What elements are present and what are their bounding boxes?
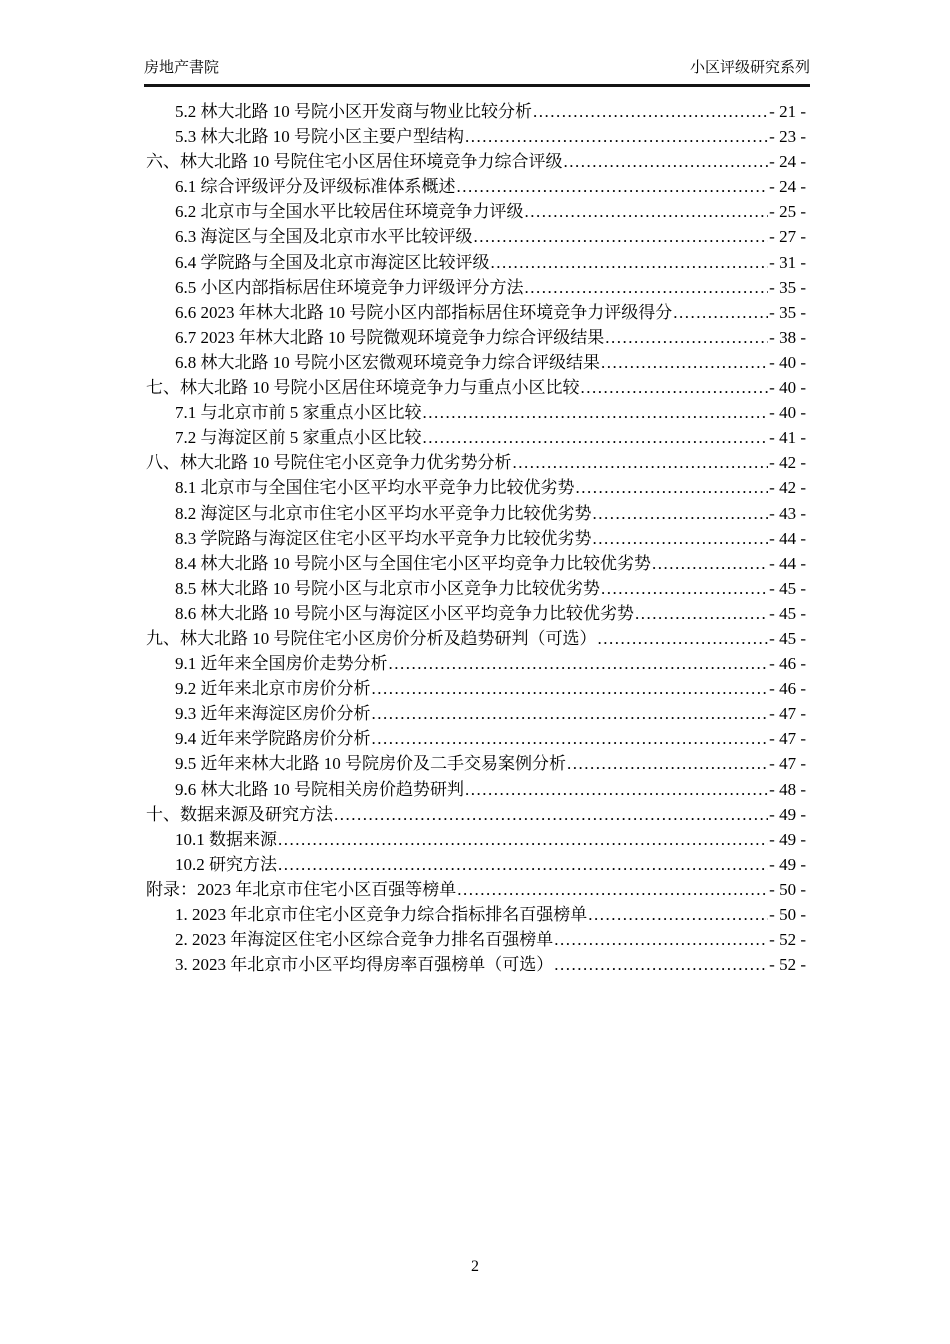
toc-entry-page: - 47 - xyxy=(769,754,806,774)
toc-entry-page: - 38 - xyxy=(769,327,806,347)
dot-leader xyxy=(564,149,769,174)
dot-leader xyxy=(588,902,768,927)
toc-entry[interactable] xyxy=(146,852,806,877)
toc-entry-label: 6.6 2023 年林大北路 10 号院小区内部指标居住环境竞争力评级得分 xyxy=(175,302,673,322)
toc-entry-label: 10.1 数据来源 xyxy=(175,829,277,849)
dot-leader xyxy=(576,475,769,500)
table-of-contents xyxy=(146,99,806,977)
toc-entry-page: - 44 - xyxy=(769,528,806,548)
toc-entry-label: 9.4 近年来学院路房价分析 xyxy=(175,729,371,749)
toc-entry-page: - 46 - xyxy=(769,679,806,699)
dot-leader xyxy=(389,651,769,676)
toc-entry[interactable] xyxy=(146,350,806,375)
dot-leader xyxy=(605,325,768,350)
toc-entry-page: - 49 - xyxy=(769,854,806,874)
dot-leader xyxy=(278,852,768,877)
toc-entry-label: 8.3 学院路与海淀区住宅小区平均水平竞争力比较优劣势 xyxy=(175,528,592,548)
dot-leader xyxy=(525,275,769,300)
toc-entry-label: 10.2 研究方法 xyxy=(175,854,277,874)
dot-leader xyxy=(334,802,768,827)
dot-leader xyxy=(652,551,768,576)
dot-leader xyxy=(423,425,769,450)
toc-entry-label: 8.4 林大北路 10 号院小区与全国住宅小区平均竞争力比较优劣势 xyxy=(175,553,651,573)
toc-entry-label: 2. 2023 年海淀区住宅小区综合竞争力排名百强榜单 xyxy=(175,930,554,950)
toc-entry-page: - 44 - xyxy=(769,553,806,573)
dot-leader xyxy=(533,99,768,124)
dot-leader xyxy=(372,701,769,726)
toc-entry-label: 6.8 林大北路 10 号院小区宏微观环境竞争力综合评级结果 xyxy=(175,352,600,372)
dot-leader xyxy=(554,927,768,952)
toc-entry-page: - 21 - xyxy=(769,102,806,121)
toc-entry-label: 9.2 近年来北京市房价分析 xyxy=(175,679,371,699)
toc-entry-label: 9.3 近年来海淀区房价分析 xyxy=(175,704,371,724)
dot-leader xyxy=(601,576,768,601)
toc-entry[interactable] xyxy=(146,300,806,325)
toc-entry[interactable] xyxy=(146,626,806,651)
toc-entry-page: - 52 - xyxy=(769,955,806,975)
toc-entry-page: - 24 - xyxy=(769,177,806,197)
toc-entry[interactable] xyxy=(146,551,806,576)
toc-entry-page: - 31 - xyxy=(769,252,806,272)
dot-leader xyxy=(278,827,768,852)
toc-entry[interactable] xyxy=(146,751,806,776)
toc-entry-page: - 35 - xyxy=(769,302,806,322)
dot-leader xyxy=(601,350,768,375)
toc-entry-page: - 41 - xyxy=(769,428,806,448)
toc-entry-page: - 48 - xyxy=(769,779,806,799)
toc-entry-label: 九、林大北路 10 号院住宅小区房价分析及趋势研判（可选） xyxy=(146,628,597,648)
toc-entry-label: 8.6 林大北路 10 号院小区与海淀区小区平均竞争力比较优劣势 xyxy=(175,603,634,623)
toc-entry-label: 1. 2023 年北京市住宅小区竞争力综合指标排名百强榜单 xyxy=(175,905,588,924)
dot-leader xyxy=(581,375,769,400)
page-header xyxy=(144,58,810,87)
toc-entry-page: - 42 - xyxy=(769,453,806,473)
toc-entry[interactable] xyxy=(146,927,806,952)
toc-entry-page: - 25 - xyxy=(769,202,806,222)
dot-leader xyxy=(567,751,768,776)
toc-entry-page: - 47 - xyxy=(769,704,806,724)
dot-leader xyxy=(474,224,769,249)
toc-entry-label: 八、林大北路 10 号院住宅小区竞争力优劣势分析 xyxy=(146,453,512,473)
toc-entry[interactable] xyxy=(146,651,806,676)
toc-entry-page: - 46 - xyxy=(769,654,806,674)
dot-leader xyxy=(593,526,769,551)
toc-entry-label: 附录：2023 年北京市住宅小区百强等榜单 xyxy=(146,879,457,899)
toc-entry[interactable] xyxy=(146,726,806,751)
toc-entry[interactable] xyxy=(146,526,806,551)
dot-leader xyxy=(598,626,769,651)
toc-entry[interactable] xyxy=(146,501,806,526)
toc-entry[interactable] xyxy=(146,601,806,626)
toc-entry-page: - 40 - xyxy=(769,378,806,398)
header-right-text: 小区评级研究系列 xyxy=(689,59,810,76)
dot-leader xyxy=(554,952,768,977)
header-left-text: 房地产書院 xyxy=(144,59,220,76)
toc-entry-label: 七、林大北路 10 号院小区居住环境竞争力与重点小区比较 xyxy=(146,378,580,398)
toc-entry-label: 8.2 海淀区与北京市住宅小区平均水平竞争力比较优劣势 xyxy=(175,503,592,523)
dot-leader xyxy=(465,777,768,802)
toc-entry[interactable] xyxy=(146,576,806,601)
toc-entry-label: 6.4 学院路与全国及北京市海淀区比较评级 xyxy=(175,252,490,272)
toc-entry[interactable] xyxy=(146,224,806,249)
dot-leader xyxy=(673,300,768,325)
toc-entry-page: - 47 - xyxy=(769,729,806,749)
toc-entry-label: 8.5 林大北路 10 号院小区与北京市小区竞争力比较优劣势 xyxy=(175,578,600,598)
toc-entry[interactable] xyxy=(146,149,806,174)
dot-leader xyxy=(593,501,769,526)
toc-entry[interactable] xyxy=(146,250,806,275)
toc-entry[interactable] xyxy=(146,827,806,852)
toc-entry-page: - 27 - xyxy=(769,227,806,247)
toc-entry-label: 9.1 近年来全国房价走势分析 xyxy=(175,654,388,674)
toc-entry[interactable] xyxy=(146,400,806,425)
toc-entry-label: 6.7 2023 年林大北路 10 号院微观环境竞争力综合评级结果 xyxy=(175,327,605,347)
toc-entry-page: - 50 - xyxy=(769,905,806,924)
dot-leader xyxy=(423,400,769,425)
toc-entry[interactable] xyxy=(146,475,806,500)
toc-entry[interactable] xyxy=(146,375,806,400)
toc-entry-page: - 43 - xyxy=(769,503,806,523)
dot-leader xyxy=(372,676,769,701)
dot-leader xyxy=(491,250,769,275)
toc-entry-label: 十、数据来源及研究方法 xyxy=(146,804,333,824)
toc-entry[interactable] xyxy=(146,450,806,475)
toc-entry-page: - 35 - xyxy=(769,277,806,297)
toc-entry[interactable] xyxy=(146,777,806,802)
toc-entry-label: 6.2 北京市与全国水平比较居住环境竞争力评级 xyxy=(175,202,524,222)
toc-entry[interactable] xyxy=(146,802,806,827)
toc-entry-page: - 49 - xyxy=(769,804,806,824)
toc-entry-label: 3. 2023 年北京市小区平均得房率百强榜单（可选） xyxy=(175,955,554,975)
dot-leader xyxy=(513,450,769,475)
toc-entry-label: 六、林大北路 10 号院住宅小区居住环境竞争力综合评级 xyxy=(146,152,563,172)
toc-entry[interactable] xyxy=(146,425,806,450)
dot-leader xyxy=(525,199,769,224)
toc-entry-label: 9.5 近年来林大北路 10 号院房价及二手交易案例分析 xyxy=(175,754,566,774)
toc-entry-label: 8.1 北京市与全国住宅小区平均水平竞争力比较优劣势 xyxy=(175,478,575,498)
dot-leader xyxy=(465,124,768,149)
toc-entry-page: - 50 - xyxy=(769,879,806,899)
toc-entry-page: - 45 - xyxy=(769,603,806,623)
toc-entry[interactable] xyxy=(146,952,806,977)
toc-entry-page: - 42 - xyxy=(769,478,806,498)
toc-entry-label: 6.5 小区内部指标居住环境竞争力评级评分方法 xyxy=(175,277,524,297)
toc-entry[interactable] xyxy=(146,676,806,701)
toc-entry[interactable] xyxy=(146,877,806,902)
toc-entry[interactable] xyxy=(146,275,806,300)
toc-entry[interactable] xyxy=(146,124,806,149)
toc-entry-label: 9.6 林大北路 10 号院相关房价趋势研判 xyxy=(175,779,464,799)
toc-entry-label: 6.3 海淀区与全国及北京市水平比较评级 xyxy=(175,227,473,247)
dot-leader xyxy=(457,877,768,902)
toc-entry-page: - 52 - xyxy=(769,930,806,950)
toc-entry-label: 6.1 综合评级评分及评级标准体系概述 xyxy=(175,177,456,197)
toc-entry-label: 7.2 与海淀区前 5 家重点小区比较 xyxy=(175,428,422,448)
toc-entry-page: - 24 - xyxy=(769,152,806,172)
toc-entry[interactable] xyxy=(146,701,806,726)
page-footer xyxy=(0,1257,950,1277)
page-number: 2 xyxy=(471,1258,479,1275)
toc-entry[interactable] xyxy=(146,325,806,350)
dot-leader xyxy=(372,726,769,751)
toc-entry[interactable] xyxy=(146,199,806,224)
toc-entry[interactable] xyxy=(146,99,806,124)
toc-entry[interactable] xyxy=(146,174,806,199)
toc-entry-label: 7.1 与北京市前 5 家重点小区比较 xyxy=(175,403,422,423)
dot-leader xyxy=(635,601,768,626)
toc-entry-page: - 40 - xyxy=(769,403,806,423)
toc-entry-page: - 23 - xyxy=(769,127,806,147)
toc-entry-page: - 45 - xyxy=(769,578,806,598)
toc-entry-page: - 45 - xyxy=(769,628,806,648)
toc-entry-page: - 49 - xyxy=(769,829,806,849)
toc-entry-label: 5.2 林大北路 10 号院小区开发商与物业比较分析 xyxy=(175,102,532,121)
toc-entry[interactable] xyxy=(146,902,806,927)
toc-entry-label: 5.3 林大北路 10 号院小区主要户型结构 xyxy=(175,127,464,147)
toc-entry-page: - 40 - xyxy=(769,352,806,372)
dot-leader xyxy=(457,174,769,199)
